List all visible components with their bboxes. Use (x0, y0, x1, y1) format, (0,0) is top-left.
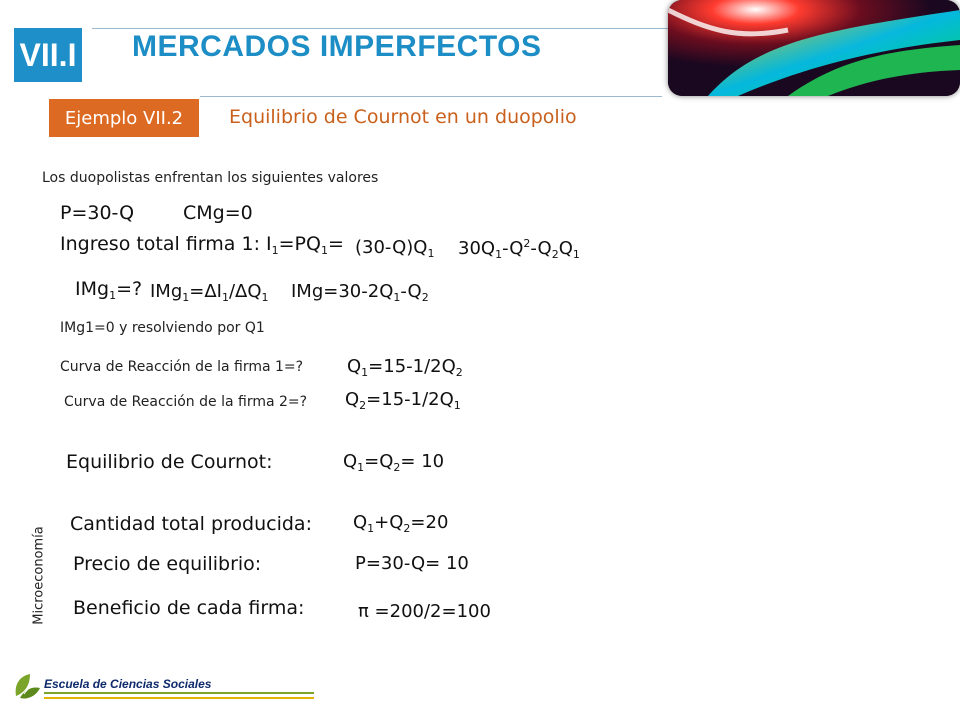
chapter-number: VII.I (19, 36, 77, 73)
imc-note: IMg1=0 y resolviendo por Q1 (60, 320, 265, 336)
revenue-expression: $(30-Q)Q_1$ (355, 237, 435, 260)
reaction-curve-2: $Q_2=15-1/2Q_1$ (345, 389, 461, 412)
example-title: Equilibrio de Cournot en un duopolio (229, 106, 577, 128)
total-quantity-label: Cantidad total producida: (70, 513, 312, 535)
total-quantity-value: =20 (410, 512, 449, 533)
marginal-cost: CMg=0 (183, 202, 253, 224)
revenue-expanded: $30Q_1-Q^2-Q_2Q_1$ (458, 237, 580, 261)
intro-text: Los duopolistas enfrentan los siguientes valores (42, 170, 379, 186)
subject-side-label: Microeconomía (31, 526, 47, 625)
example-tag (49, 99, 199, 137)
reaction-curve-1: $Q_1=15-1/2Q_2$ (347, 356, 463, 379)
reaction-curve-2-label: Curva de Reacción de la firma 2=? (64, 394, 308, 410)
reaction-curve-1-label: Curva de Reacción de la firma 1=? (60, 359, 304, 375)
abstract-light-graphic (668, 0, 960, 96)
header-top-rule (92, 28, 672, 29)
cournot-label: Equilibrio de Cournot: (66, 451, 273, 473)
total-quantity: $Q_1+Q_2=20$ (353, 512, 449, 535)
header-bottom-rule (200, 96, 662, 97)
demand-equation: P=30-Q (60, 202, 135, 224)
header-decorative-image (668, 0, 960, 96)
profit-label: Beneficio de cada firma: (73, 597, 305, 619)
revenue-line: Ingreso total firma 1: $I_1=PQ_1=$ (60, 233, 344, 257)
chapter-badge (14, 28, 82, 82)
school-name: Escuela de Ciencias Sociales (44, 677, 212, 691)
revenue-label: Ingreso total firma 1: I (60, 233, 272, 255)
price-label: Precio de equilibrio: (73, 553, 262, 575)
marginal-revenue-definition: $IMg_1=\Delta I_1/\Delta Q_1$ (150, 281, 269, 304)
profit-value: π =200/2=100 (358, 601, 491, 622)
page-title: MERCADOS IMPERFECTOS (132, 30, 542, 63)
marginal-revenue-result: $IMg=30-2Q_1-Q_2$ (291, 281, 429, 304)
price-value: P=30-Q= 10 (355, 553, 469, 574)
cournot-equilibrium: $Q_1=Q_2= 10$ (343, 451, 445, 474)
example-tag-label: Ejemplo VII.2 (64, 107, 184, 129)
marginal-revenue-question: IMg$_1$=? (75, 278, 143, 302)
cournot-value: 10 (421, 451, 445, 472)
